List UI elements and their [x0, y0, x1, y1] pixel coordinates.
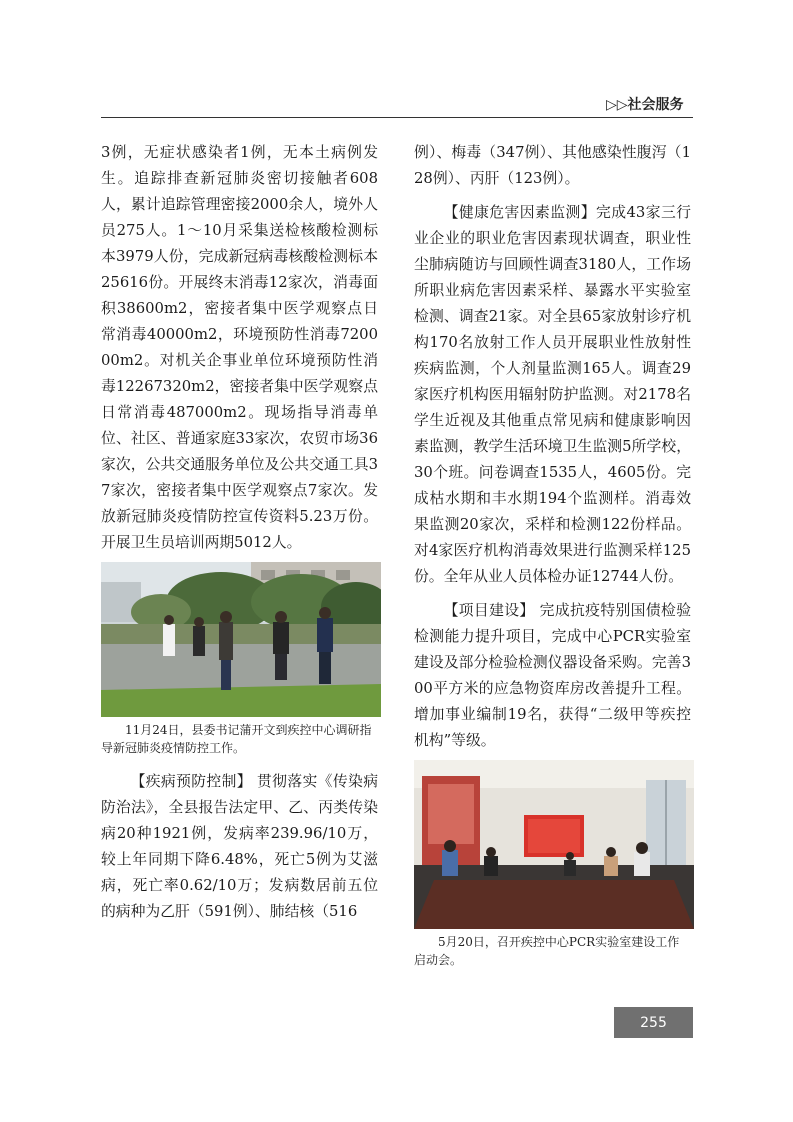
photo-pcr-meeting [414, 760, 694, 929]
header-rule [101, 117, 693, 118]
page-number: 255 [640, 1014, 667, 1031]
page-number-box [614, 1007, 693, 1038]
right-paragraph-1: 例）、梅毒（347例）、其他感染性腹泻（128例）、丙肝（123例）。 [414, 144, 691, 187]
left-column [101, 140, 378, 925]
photo-pcr-meeting-image [414, 760, 694, 929]
left-paragraph-1: 3例，无症状感染者1例，无本土病例发生。追踪排查新冠肺炎密切接触者608人，累计追踪管理密接2000余人，境外人员275人。1～10月采集送检核酸检测标本3979人份，完成新冠病毒核酸检测标本25616份。开展终末消毒12家次，消毒面积38600m2，密接者集中医学观察点日常消毒40000m2，环境预防性消毒720000m2。对机关企事业单位环境预防性消毒12267320m2，密接者集中医学观察点日常消毒487000m2。现场指导消毒单位、社区、普通家庭33家次，农贸市场36家次，公共交通服务单位及公共交通工具37家次，密接者集中医学观察点7家次。发放新冠肺炎疫情防控宣传资料5.23万份。开展卫生员培训两期5012人。 [101, 144, 378, 551]
right-paragraph-2: 【健康危害因素监测】完成43家三行业企业的职业危害因素现状调查，职业性尘肺病随访与回顾性调查3180人，工作场所职业病危害因素采样、暴露水平实验室检测、调查21家。对全县65家放射诊疗机构170名放射工作人员开展职业性放射性疾病监测，个人剂量监测165人。调查29家医疗机构医用辐射防护监测。对2178名学生近视及其他重点常见病和健康影响因素监测，教学生活环境卫生监测5所学校，30个班。问卷调查1535人，4605份。完成枯水期和丰水期194个监测样。消毒效果监测20家次，采样和检测122份样品。对4家医疗机构消毒效果进行监测采样125份。全年从业人员体检办证12744人份。 [414, 204, 691, 585]
photo-site-inspection-image [101, 562, 381, 717]
photo-pcr-meeting-caption: 5月20日，召开疾控中心PCR实验室建设工作启动会。 [414, 935, 680, 967]
section-header: ▷▷社会服务 [606, 97, 684, 113]
right-paragraph-3: 【项目建设】 完成抗疫特别国债检验检测能力提升项目，完成中心PCR实验室建设及部分检验检测仪器设备采购。完善300平方米的应急物资库房改善提升工程。增加事业编制19名，获得“二级甲等疾控机构”等级。 [414, 602, 691, 749]
right-column [414, 140, 691, 969]
left-paragraph-2: 【疾病预防控制】 贯彻落实《传染病防治法》，全县报告法定甲、乙、丙类传染病20种1921例，发病率239.96/10万，较上年同期下降6.48%，死亡5例为艾滋病，死亡率0.62/10万；发病数居前五位的病种为乙肝（591例）、肺结核（516 [101, 773, 378, 920]
photo-site-inspection-caption: 11月24日，县委书记蒲开文到疾控中心调研指导新冠肺炎疫情防控工作。 [101, 723, 372, 755]
photo-site-inspection [101, 562, 381, 717]
